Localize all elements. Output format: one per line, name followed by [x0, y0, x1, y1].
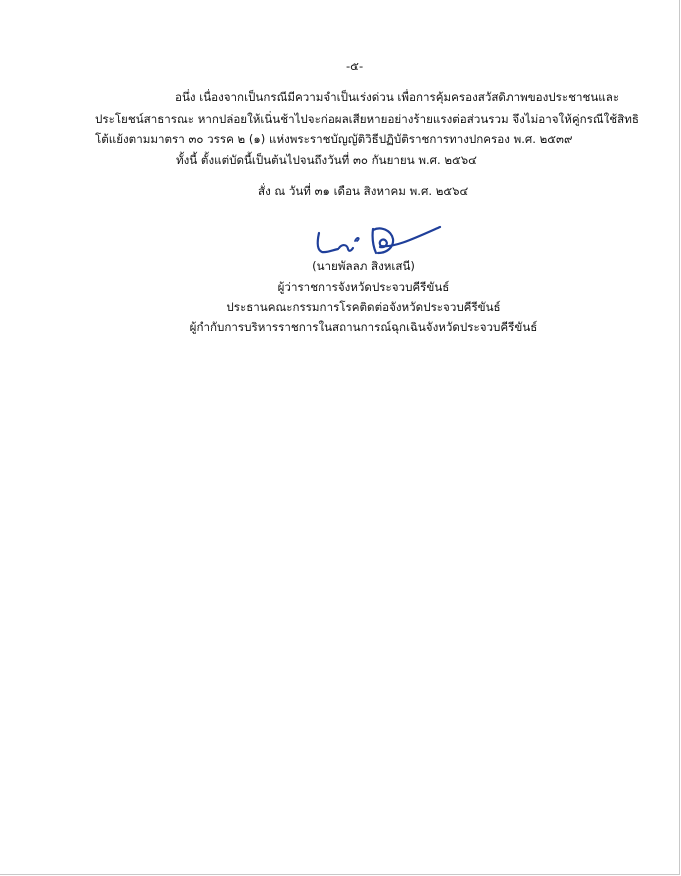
- paragraph-line-3: โต้แย้งตามมาตรา ๓๐ วรรค ๒ (๑) แห่งพระราชบัญญัติวิธีปฏิบัติราชการทางปกครอง พ.ศ. ๒๕๓๙: [95, 132, 573, 146]
- paragraph-line-2: ประโยชน์สาธารณะ หากปล่อยให้เนิ่นช้าไปจะก่อผลเสียหายอย่างร้ายแรงต่อส่วนรวม จึงไม่อาจให้คู่กรณีใช้สิทธิ: [95, 112, 639, 126]
- signatory-position-emergency-supervisor: ผู้กำกับการบริหารราชการในสถานการณ์ฉุกเฉินจังหวัดประจวบคีรีขันธ์: [189, 320, 538, 334]
- order-date: สั่ง ณ วันที่ ๓๑ เดือน สิงหาคม พ.ศ. ๒๕๖๔: [258, 184, 469, 198]
- signatory-position-committee-chair: ประธานคณะกรรมการโรคติดต่อจังหวัดประจวบคีรีขันธ์: [226, 300, 501, 314]
- paragraph-line-1: อนึ่ง เนื่องจากเป็นกรณีมีความจำเป็นเร่งด่วน เพื่อการคุ้มครองสวัสดิภาพของประชาชนและ: [175, 90, 620, 104]
- effective-period-line: ทั้งนี้ ตั้งแต่บัดนี้เป็นต้นไปจนถึงวันที่ ๓๐ กันยายน พ.ศ. ๒๕๖๔: [176, 153, 477, 167]
- page-number: -๕-: [346, 59, 364, 73]
- signatory-position-governor: ผู้ว่าราชการจังหวัดประจวบคีรีขันธ์: [277, 280, 450, 294]
- handwritten-signature: [312, 223, 444, 257]
- signatory-name: (นายพัลลภ สิงหเสนี): [312, 259, 415, 273]
